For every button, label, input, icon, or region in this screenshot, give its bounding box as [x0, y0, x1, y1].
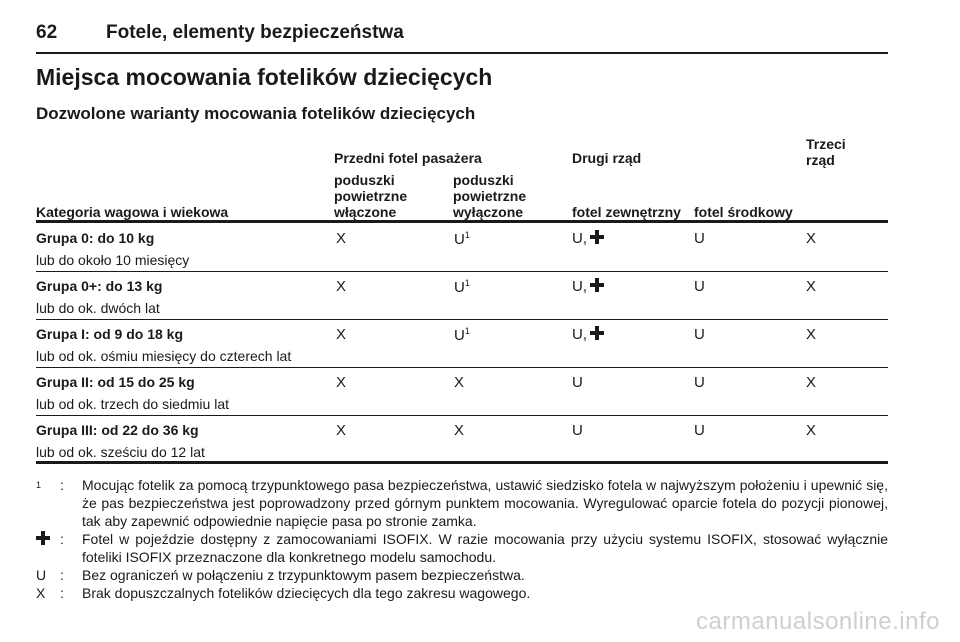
header-outer-seat: fotel zewnętrzny: [572, 204, 681, 220]
header-category: Kategoria wagowa i wiekowa: [36, 204, 229, 220]
footnote-x: [36, 584, 888, 602]
running-title: Fotele, elementy bezpieczeństwa: [106, 22, 404, 43]
footnote-text: Mocując fotelik za pomocą trzypunktowego pasa bezpieczeństwa, ustawić siedzisko fotela w najwyższym położeniu i upewnić się, że pas bezpieczeństwa jest poprowadzony przed górnym punktem mocowania. Wyregulować oparcie fotela do pozycji pionowej, tak aby zapewnić odpowiednie napięcie pasa po stronie zamka.: [82, 477, 888, 529]
cell-third: X: [806, 278, 817, 295]
header-airbag-on: poduszki powietrzne włączone: [334, 172, 408, 220]
header-third-row: Trzeci rząd: [806, 136, 846, 168]
cell-third: X: [806, 230, 817, 247]
page-header: [36, 22, 888, 56]
cell-airbag-off: $U^1$: [454, 278, 470, 296]
header-second-row: Drugi rząd: [572, 150, 642, 166]
header-rule-thick: [36, 220, 888, 223]
cell-outer: U: [572, 422, 583, 439]
footnote-key: U: [36, 567, 47, 583]
cell-middle: U: [694, 326, 705, 343]
row-subtitle: lub do około 10 miesięcy: [36, 252, 190, 268]
row-title: Grupa 0+: do 13 kg: [36, 278, 163, 294]
table-row: [36, 320, 888, 368]
isofix-cross-icon: [36, 531, 50, 545]
cell-middle: U: [694, 278, 705, 295]
isofix-cross-icon: [590, 326, 604, 340]
header-front-seat: Przedni fotel pasażera: [334, 150, 482, 166]
footnote-1: [36, 476, 888, 530]
cell-airbag-on: X: [336, 374, 347, 391]
footnote-key: [36, 530, 54, 548]
subsection-title: Dozwolone warianty mocowania fotelików dziecięcych: [36, 104, 476, 123]
header-middle-seat: fotel środkowy: [694, 204, 793, 220]
header-rule: [36, 52, 888, 54]
row-subtitle: lub od ok. sześciu do 12 lat: [36, 444, 205, 460]
table-row: [36, 272, 888, 320]
row-subtitle: lub od ok. trzech do siedmiu lat: [36, 396, 229, 412]
cell-airbag-off: X: [454, 422, 465, 439]
footnote-colon: :: [60, 585, 64, 601]
footnote-u: [36, 566, 888, 584]
cell-third: X: [806, 374, 817, 391]
cell-airbag-on: X: [336, 230, 347, 247]
cell-airbag-on: X: [336, 422, 347, 439]
footnote-text: Bez ograniczeń w połączeniu z trzypunktowym pasem bezpieczeństwa.: [82, 567, 525, 583]
footnote-colon: :: [60, 477, 64, 493]
cell-airbag-on: X: [336, 278, 347, 295]
footnote-key: 1: [36, 480, 42, 490]
cell-outer: U: [572, 374, 583, 391]
cell-airbag-on: X: [336, 326, 347, 343]
header-airbag-off: poduszki powietrzne wyłączone: [453, 172, 527, 220]
cell-outer: U,: [572, 326, 604, 343]
table-row: [36, 416, 888, 464]
cell-third: X: [806, 326, 817, 343]
cell-outer: U,: [572, 278, 604, 295]
watermark: carmanualsonline.info: [696, 608, 940, 635]
cell-middle: U: [694, 374, 705, 391]
row-title: Grupa I: od 9 do 18 kg: [36, 326, 184, 342]
row-subtitle: lub do ok. dwóch lat: [36, 300, 160, 316]
footnote-text: Brak dopuszczalnych fotelików dziecięcych dla tego zakresu wagowego.: [82, 585, 531, 601]
cell-outer: U,: [572, 230, 604, 247]
section-title: Miejsca mocowania fotelików dziecięcych: [36, 64, 493, 90]
cell-third: X: [806, 422, 817, 439]
cell-airbag-off: X: [454, 374, 465, 391]
row-title: Grupa II: od 15 do 25 kg: [36, 374, 195, 390]
page-number: 62: [36, 22, 58, 43]
cell-airbag-off: $U^1$: [454, 230, 470, 248]
cell-middle: U: [694, 422, 705, 439]
row-title: Grupa III: od 22 do 36 kg: [36, 422, 199, 438]
table-row: [36, 224, 888, 272]
row-subtitle: lub od ok. ośmiu miesięcy do czterech lat: [36, 348, 292, 364]
footnote-cross: [36, 530, 888, 566]
cell-middle: U: [694, 230, 705, 247]
isofix-cross-icon: [590, 278, 604, 292]
row-title: Grupa 0: do 10 kg: [36, 230, 155, 246]
footnote-colon: :: [60, 567, 64, 583]
cell-airbag-off: $U^1$: [454, 326, 470, 344]
table-row: [36, 368, 888, 416]
footnote-text: Fotel w pojeździe dostępny z zamocowaniami ISOFIX. W razie mocowania przy użyciu systemu ISOFIX, stosować wyłącznie foteliki ISOFIX przeznaczone dla konkretnego modelu samochodu.: [82, 531, 888, 565]
footnote-key: X: [36, 585, 46, 601]
footnote-colon: :: [60, 531, 64, 547]
isofix-cross-icon: [590, 230, 604, 244]
table-bottom-rule: [36, 461, 888, 464]
